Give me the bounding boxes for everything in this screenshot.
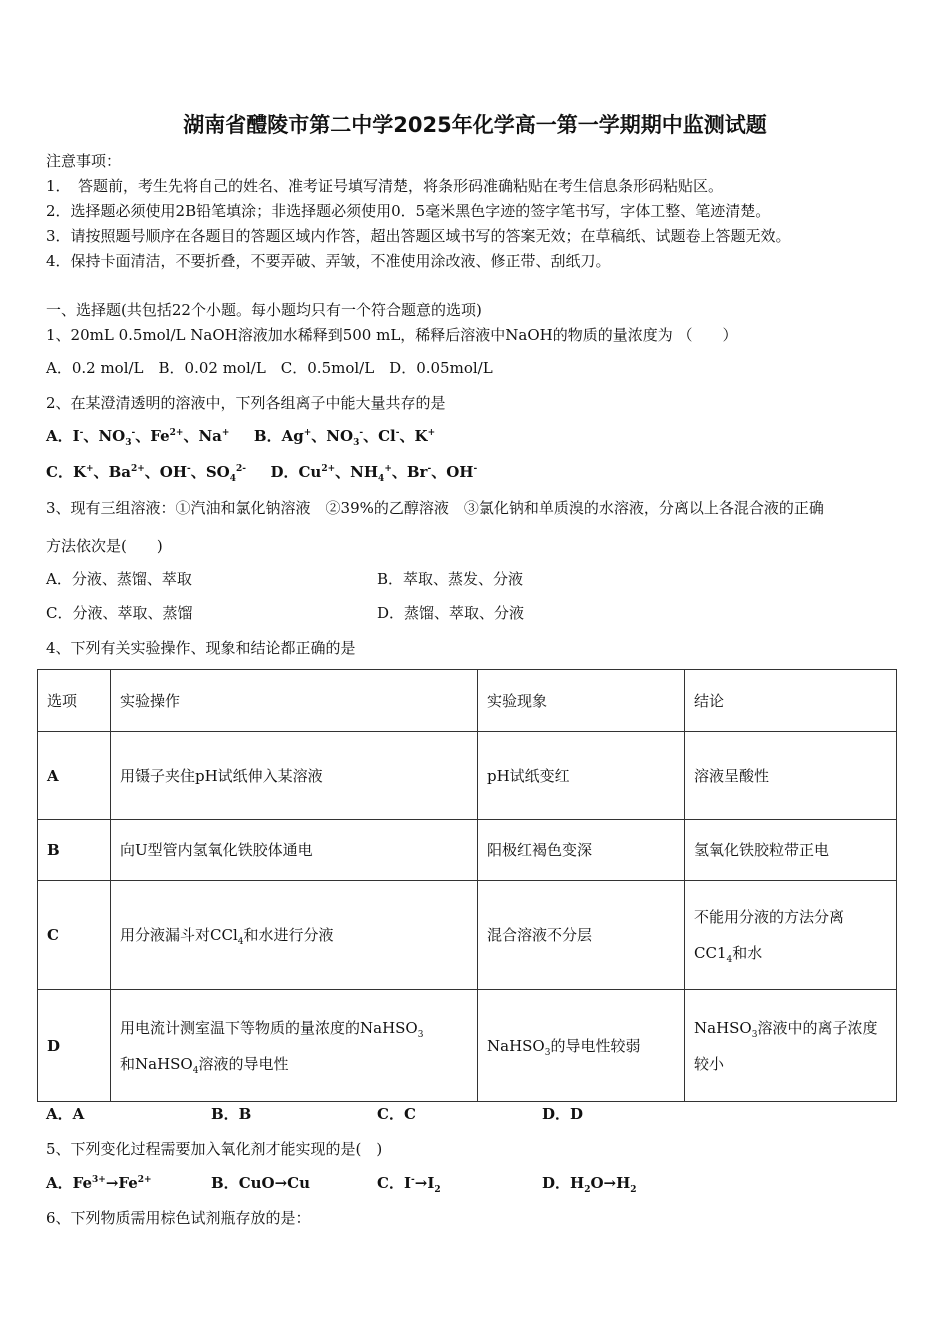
notice-item-1: 1． 答题前，考生先将自己的姓名、准考证号填写清楚，将条形码准确粘贴在考生信息条形码粘贴区。: [46, 177, 724, 195]
row-a-phenomenon: pH试纸变红: [478, 732, 685, 820]
experiment-table: [37, 669, 897, 1102]
table-row: [38, 732, 897, 820]
q2-option-cd: C．K+、$Ba^{2+}$、OH-、$SO_4^{2-}$ D．$Cu^{2+}$、$NH_4^+$、Br-、OH-: [46, 463, 478, 484]
row-c-option: C: [38, 881, 111, 990]
notice-item-3: 3．请按照题号顺序在各题目的答题区域内作答，超出答题区域书写的答案无效；在草稿纸、试题卷上答题无效。: [46, 227, 791, 245]
q1-stem: 1、20mL 0.5mol/L NaOH溶液加水稀释到500 mL，稀释后溶液中NaOH的物质的量浓度为 （ ）: [46, 326, 738, 344]
q1-options: A．0.2 mol/L B．0.02 mol/L C．0.5mol/L D．0.05mol/L: [46, 359, 493, 377]
row-b-phenomenon: 阳极红褐色变深: [478, 820, 685, 881]
q5-option-b: B．CuO→Cu: [211, 1174, 311, 1192]
q4-answer-d: D．D: [542, 1105, 584, 1123]
q3-option-c: C．分液、萃取、蒸馏: [46, 604, 193, 622]
table-row: [38, 881, 897, 990]
row-c-operation: 用分液漏斗对CCl$_4$和水进行分液: [111, 881, 478, 990]
q5-stem: 5、下列变化过程需要加入氧化剂才能实现的是( ): [46, 1140, 383, 1158]
header-phenomenon: 实验现象: [478, 670, 685, 732]
section-heading: 一、选择题(共包括22个小题。每小题均只有一个符合题意的选项): [46, 301, 482, 319]
header-conclusion: 结论: [685, 670, 897, 732]
row-b-option: B: [38, 820, 111, 881]
row-a-option: A: [38, 732, 111, 820]
notice-heading: 注意事项：: [46, 152, 122, 170]
table-header-row: [38, 670, 897, 732]
q4-stem: 4、下列有关实验操作、现象和结论都正确的是: [46, 639, 356, 657]
q3-option-b: B．萃取、蒸发、分液: [377, 570, 524, 588]
header-operation: 实验操作: [111, 670, 478, 732]
row-a-conclusion: 溶液呈酸性: [685, 732, 897, 820]
row-c-conclusion: 不能用分液的方法分离 $CC1_4$和水: [685, 881, 897, 990]
q4-answer-a: A．A: [46, 1105, 85, 1123]
q2-stem: 2、在某澄清透明的溶液中，下列各组离子中能大量共存的是: [46, 394, 446, 412]
row-c-phenomenon: 混合溶液不分层: [478, 881, 685, 990]
row-a-operation: 用镊子夹住pH试纸伸入某溶液: [111, 732, 478, 820]
notice-item-2: 2．选择题必须使用2B铅笔填涂；非选择题必须使用0．5毫米黑色字迹的签字笔书写，字体工整、笔迹清楚。: [46, 202, 771, 220]
q3-stem-line2: 方法依次是( ): [46, 537, 163, 555]
q5-option-d: D．$H_2O\to H_2$: [542, 1174, 637, 1195]
q4-answer-b: B．B: [211, 1105, 252, 1123]
notice-item-4: 4．保持卡面清洁，不要折叠，不要弄破、弄皱，不准使用涂改液、修正带、刮纸刀。: [46, 252, 611, 270]
q6-stem: 6、下列物质需用棕色试剂瓶存放的是：: [46, 1209, 311, 1227]
row-d-option: D: [38, 990, 111, 1102]
q5-option-c: C．$I^-\to I_2$: [377, 1174, 441, 1195]
q5-option-a: A．$Fe^{3+}\to Fe^{2+}$: [46, 1174, 152, 1192]
q4-answer-c: C．C: [377, 1105, 416, 1123]
q3-option-a: A．分液、蒸馏、萃取: [46, 570, 192, 588]
table-row: [38, 820, 897, 881]
page-title: 湖南省醴陵市第二中学2025年化学高一第一学期期中监测试题: [183, 113, 767, 137]
q3-stem-line1: 3、现有三组溶液：①汽油和氯化钠溶液 ②39%的乙醇溶液 ③氯化钠和单质溴的水溶液，分离以上各混合液的正确: [46, 499, 824, 517]
row-d-operation: 用电流计测室温下等物质的量浓度的NaHSO$_3$ 和NaHSO$_4$溶液的导电性: [111, 990, 478, 1102]
row-b-conclusion: 氢氧化铁胶粒带正电: [685, 820, 897, 881]
row-b-operation: 向U型管内氢氧化铁胶体通电: [111, 820, 478, 881]
q2-option-ab: A．I-、$NO_3^-$、$Fe^{2+}$、Na+ B．Ag+、$NO_3^-$、Cl-、K+: [46, 427, 436, 448]
row-d-phenomenon: NaHSO$_3$的导电性较弱: [478, 990, 685, 1102]
q3-option-d: D．蒸馏、萃取、分液: [377, 604, 525, 622]
row-d-conclusion: NaHSO$_3$溶液中的离子浓度 较小: [685, 990, 897, 1102]
header-option: 选项: [38, 670, 111, 732]
table-row: [38, 990, 897, 1102]
